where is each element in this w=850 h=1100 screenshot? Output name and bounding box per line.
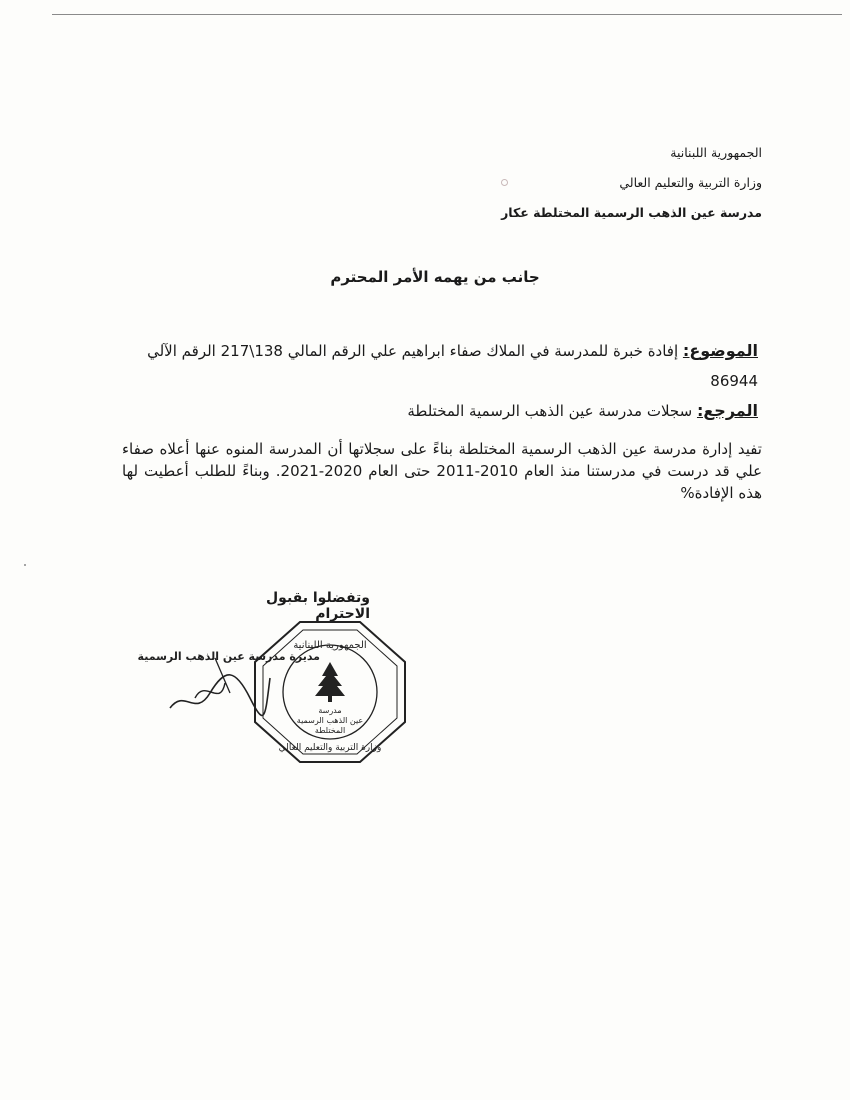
reference-block [118, 336, 758, 426]
stamp-center-line2: عين الذهب الرسمية [296, 716, 364, 725]
stamp-center-line3: المختلطة [314, 726, 346, 735]
stamp-center [285, 706, 375, 736]
subject-label: الموضوع: [682, 341, 758, 360]
stamp-top-text: الجمهورية اللبنانية [293, 640, 367, 651]
letterhead-school: مدرسة عين الذهب الرسمية المختلطة عكار [501, 205, 762, 220]
closing-line: وتفضلوا بقبول الاحترام [266, 590, 370, 622]
official-stamp [245, 618, 415, 766]
subject-text: إفادة خبرة للمدرسة في الملاك صفاء ابراهيم علي الرقم المالي 138\217 الرقم الآلي 86944 [147, 342, 758, 390]
signature-caption: مديرة مدرسة عين الذهب الرسمية [137, 650, 320, 663]
letterhead [362, 138, 762, 228]
reference-label: المرجع: [696, 401, 758, 420]
scan-dot [24, 564, 26, 566]
stamp-center-line1: مدرسة [318, 706, 342, 715]
salutation: جانب من يهمه الأمر المحترم [330, 268, 540, 286]
reference-line [118, 396, 758, 426]
reference-text: سجلات مدرسة عين الذهب الرسمية المختلطة [407, 402, 693, 420]
top-border-line [52, 14, 842, 15]
stamp-bottom-text: وزارة التربية والتعليم العالي [278, 743, 382, 753]
stamp-seal [245, 618, 415, 766]
subject-line [118, 336, 758, 396]
letterhead-ministry: وزارة التربية والتعليم العالي [619, 175, 762, 190]
letter-body: تفيد إدارة مدرسة عين الذهب الرسمية المختلطة بناءً على سجلاتها أن المدرسة المنوه عنها أعلاه صفاء علي قد درست في مدرستنا منذ العام 2010-2011 حتى العام 2020-2021. وبناءً للطلب أعطيت لها هذه الإفادة% [122, 440, 763, 502]
letterhead-country: الجمهورية اللبنانية [670, 145, 762, 160]
